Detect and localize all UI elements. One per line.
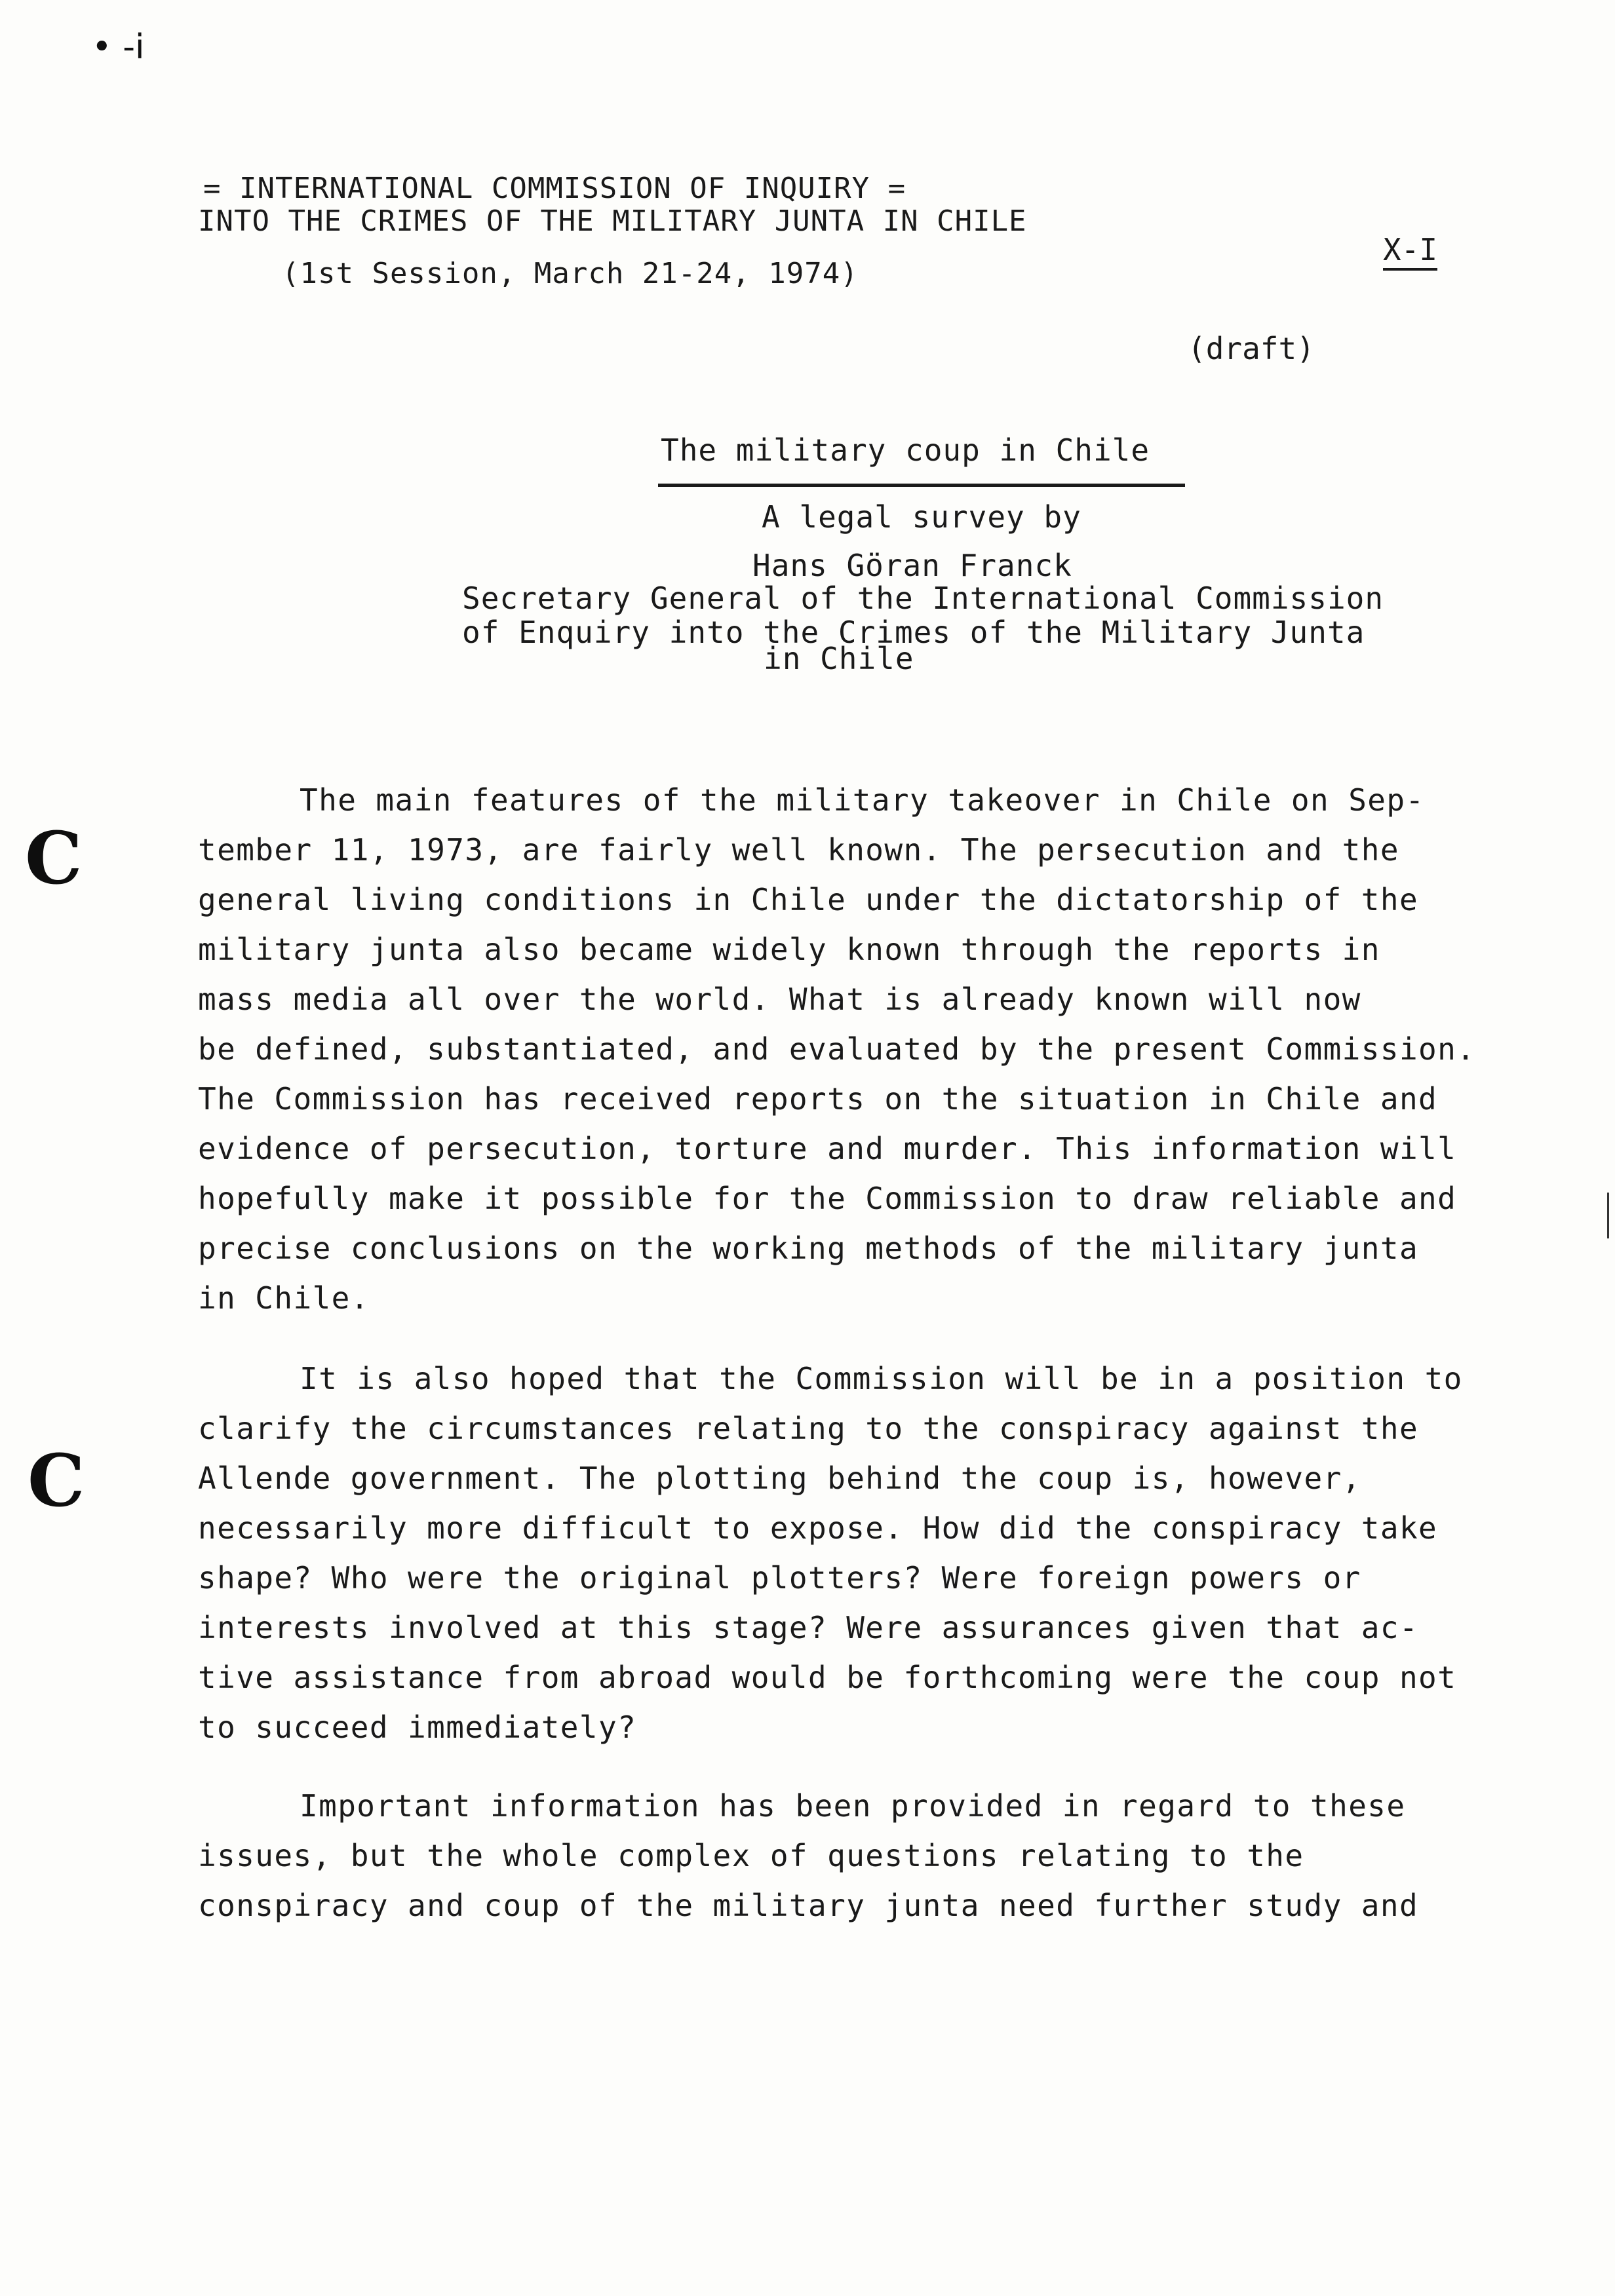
paragraph-line: tive assistance from abroad would be forthcoming were the coup not xyxy=(198,1660,1457,1695)
document-id: X-I xyxy=(1383,233,1437,271)
byline-intro: A legal survey by xyxy=(762,499,1081,535)
paragraph-line: tember 11, 1973, are fairly well known. The persecution and the xyxy=(198,832,1399,868)
paragraph-line: mass media all over the world. What is already known will now xyxy=(198,982,1361,1017)
title-underline xyxy=(658,484,1185,487)
paragraph-line: necessarily more difficult to expose. How did the conspiracy take xyxy=(198,1510,1438,1546)
paragraph-line: shape? Who were the original plotters? Were foreign powers or xyxy=(198,1560,1361,1596)
paragraph-line: interests involved at this stage? Were assurances given that ac- xyxy=(198,1610,1419,1645)
paragraph-line: The Commission has received reports on the situation in Chile and xyxy=(198,1081,1438,1117)
corner-marks: • -i xyxy=(92,28,145,67)
margin-scan-mark xyxy=(1607,1193,1609,1238)
paragraph-2 xyxy=(198,1354,1561,1752)
paragraph-line: be defined, substantiated, and evaluated by the present Commission. xyxy=(198,1031,1476,1067)
paragraph-line: Important information has been provided in regard to these xyxy=(300,1788,1406,1824)
paragraph-line: issues, but the whole complex of questions relating to the xyxy=(198,1838,1304,1873)
header-line-1: = INTERNATIONAL COMMISSION OF INQUIRY = xyxy=(203,172,906,205)
byline-author: Hans Göran Franck xyxy=(752,548,1072,583)
byline-role-3: in Chile xyxy=(764,641,914,676)
paragraph-line: hopefully make it possible for the Commission to draw reliable and xyxy=(198,1181,1457,1216)
paragraph-line: precise conclusions on the working methods of the military junta xyxy=(198,1231,1419,1266)
paragraph-line: The main features of the military takeover in Chile on Sep- xyxy=(300,782,1425,818)
margin-punch-mark: C xyxy=(25,816,83,900)
document-title: The military coup in Chile xyxy=(661,432,1150,468)
paragraph-line: military junta also became widely known through the reports in xyxy=(198,932,1380,967)
paragraph-1 xyxy=(198,775,1561,1323)
paragraph-line: Allende government. The plotting behind the coup is, however, xyxy=(198,1461,1361,1496)
session-dates: (1st Session, March 21-24, 1974) xyxy=(282,257,859,290)
paragraph-line: general living conditions in Chile under the dictatorship of the xyxy=(198,882,1419,917)
paragraph-line: It is also hoped that the Commission will be in a position to xyxy=(300,1361,1463,1396)
paragraph-line: in Chile. xyxy=(198,1280,370,1316)
byline-role-2: of Enquiry into the Crimes of the Military Junta xyxy=(462,615,1365,650)
margin-punch-mark: C xyxy=(28,1438,85,1523)
paragraph-line: conspiracy and coup of the military junta need further study and xyxy=(198,1888,1419,1923)
paragraph-line: clarify the circumstances relating to the conspiracy against the xyxy=(198,1411,1419,1446)
paragraph-line: to succeed immediately? xyxy=(198,1710,637,1745)
paragraph-3 xyxy=(198,1781,1561,1930)
header-line-2: INTO THE CRIMES OF THE MILITARY JUNTA IN CHILE xyxy=(198,204,1027,238)
draft-label: (draft) xyxy=(1188,331,1315,366)
byline-role-1: Secretary General of the International Commission xyxy=(462,581,1384,616)
paragraph-line: evidence of persecution, torture and murder. This information will xyxy=(198,1131,1457,1166)
